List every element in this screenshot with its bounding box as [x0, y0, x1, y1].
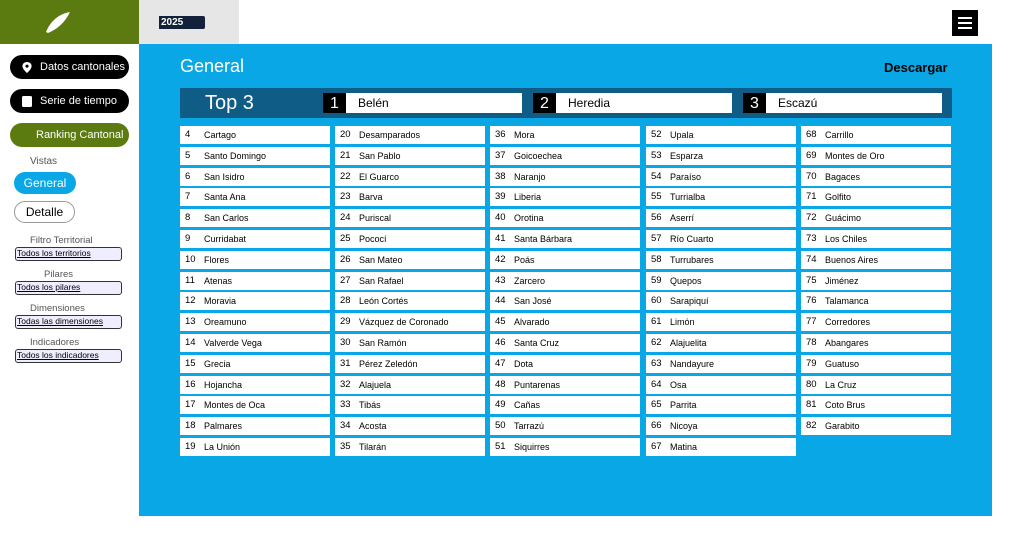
ranking-rank: 14 — [185, 337, 196, 348]
view-detalle-button[interactable]: Detalle — [14, 201, 75, 223]
nav-ranking-label: Ranking Cantonal — [36, 129, 124, 141]
ranking-rank: 13 — [185, 316, 196, 328]
ranking-cell[interactable] — [180, 355, 330, 373]
ranking-cell[interactable] — [646, 188, 796, 206]
ranking-canton-name: Naranjo — [514, 171, 546, 182]
ranking-canton-name: Esparza — [670, 150, 704, 161]
ranking-cell[interactable] — [646, 230, 796, 248]
ranking-canton-name: Atenas — [204, 275, 233, 286]
ranking-rank: 23 — [340, 191, 351, 203]
ranking-cell[interactable] — [646, 313, 796, 331]
top3-rank: 3 — [743, 93, 766, 113]
pilares-select[interactable]: Todos los pilares — [15, 281, 122, 295]
ranking-cell[interactable] — [490, 188, 640, 206]
ranking-rank: 40 — [495, 212, 506, 224]
ranking-canton-name: Santa Bárbara — [514, 234, 573, 244]
ranking-cell[interactable] — [180, 230, 330, 248]
nav-datos-cantonales[interactable] — [10, 55, 129, 79]
ranking-cell[interactable] — [646, 396, 796, 414]
ranking-canton-name: Goicoechea — [514, 150, 563, 161]
ranking-canton-name: Bagaces — [825, 171, 861, 182]
ranking-canton-name: Osa — [670, 379, 687, 390]
ranking-cell[interactable] — [490, 209, 640, 227]
ranking-canton-name: Tarrazú — [514, 421, 545, 432]
ranking-cell[interactable] — [490, 147, 640, 165]
ranking-rank: 45 — [495, 316, 506, 328]
ranking-canton-name: Montes de Oro — [825, 150, 885, 161]
ranking-cell[interactable] — [801, 376, 951, 394]
ranking-rank: 28 — [340, 295, 351, 307]
ranking-cell[interactable] — [490, 438, 640, 456]
ranking-canton-name: Palmares — [204, 421, 243, 432]
indicadores-label: Indicadores — [30, 337, 80, 348]
ranking-canton-name: El Guarco — [359, 171, 400, 182]
ranking-rank: 36 — [495, 129, 506, 140]
ranking-canton-name: Santa Ana — [204, 192, 246, 203]
ranking-rank: 35 — [340, 441, 351, 452]
vistas-label: Vistas — [30, 156, 58, 167]
sidebar — [0, 0, 139, 560]
ranking-rank: 63 — [651, 357, 662, 369]
ranking-canton-name: Dota — [514, 358, 534, 369]
ranking-cell[interactable] — [646, 126, 796, 144]
ranking-canton-name: Paraíso — [670, 171, 702, 182]
ranking-canton-name: Matina — [670, 442, 698, 452]
ranking-cell[interactable] — [801, 230, 951, 248]
page-title: General — [180, 56, 245, 76]
ranking-rank: 43 — [495, 274, 506, 286]
ranking-canton-name: Parrita — [670, 400, 697, 411]
ranking-canton-name: Orotina — [514, 213, 544, 224]
ranking-canton-name: Tilarán — [359, 442, 387, 452]
ranking-rank: 17 — [185, 399, 196, 411]
ranking-canton-name: Garabito — [825, 421, 860, 432]
top3-item[interactable] — [533, 93, 732, 113]
ranking-canton-name: Grecia — [204, 358, 231, 369]
ranking-cell[interactable] — [490, 292, 640, 310]
ranking-canton-name: Hojancha — [204, 379, 243, 390]
ranking-canton-name: San Pablo — [359, 150, 401, 161]
ranking-rank: 69 — [806, 149, 817, 161]
year-selector[interactable]: 2025 — [159, 16, 205, 29]
ranking-rank: 75 — [806, 274, 817, 286]
ranking-rank: 81 — [806, 399, 817, 411]
top3-name: Heredia — [568, 96, 611, 110]
ranking-rank: 49 — [495, 399, 506, 411]
ranking-cell[interactable] — [801, 417, 951, 435]
ranking-rank: 39 — [495, 191, 506, 203]
ranking-cell[interactable] — [180, 188, 330, 206]
ranking-rank: 78 — [806, 337, 817, 348]
ranking-cell[interactable] — [490, 272, 640, 290]
ranking-rank: 46 — [495, 337, 506, 348]
top3-name: Escazú — [778, 96, 818, 110]
ranking-cell[interactable] — [801, 292, 951, 310]
ranking-canton-name: San Isidro — [204, 171, 245, 182]
ranking-cell[interactable] — [180, 147, 330, 165]
ranking-cell[interactable] — [646, 355, 796, 373]
ranking-canton-name: Carrillo — [825, 130, 854, 140]
ranking-canton-name: Alajuelita — [670, 338, 707, 348]
ranking-rank: 67 — [651, 441, 662, 452]
ranking-canton-name: Pérez Zeledón — [359, 358, 418, 369]
ranking-rank: 76 — [806, 295, 817, 307]
ranking-rank: 50 — [495, 420, 506, 432]
ranking-rank: 72 — [806, 212, 817, 224]
ranking-cell[interactable] — [335, 417, 485, 435]
ranking-canton-name: Quepos — [670, 275, 702, 286]
ranking-canton-name: Santo Domingo — [204, 150, 267, 161]
ranking-rank: 62 — [651, 337, 662, 348]
ranking-canton-name: Talamanca — [825, 296, 869, 307]
ranking-rank: 15 — [185, 357, 196, 369]
ranking-cell[interactable] — [180, 292, 330, 310]
ranking-rank: 54 — [651, 170, 662, 182]
ranking-rank: 27 — [340, 274, 351, 286]
ranking-cell[interactable] — [335, 209, 485, 227]
ranking-cell[interactable] — [335, 396, 485, 414]
ranking-cell[interactable] — [335, 230, 485, 248]
ranking-canton-name: San Ramón — [359, 338, 407, 348]
ranking-cell[interactable] — [490, 396, 640, 414]
ranking-cell[interactable] — [646, 209, 796, 227]
ranking-rank: 71 — [806, 191, 817, 203]
ranking-canton-name: Abangares — [825, 338, 869, 348]
ranking-rank: 38 — [495, 170, 506, 182]
ranking-rank: 41 — [495, 233, 506, 244]
view-general-button[interactable]: General — [14, 172, 76, 194]
dimensiones-select[interactable]: Todas las dimensiones — [15, 315, 122, 329]
ranking-cell[interactable] — [335, 251, 485, 269]
nav-ranking-cantonal[interactable] — [10, 123, 129, 147]
ranking-cell[interactable] — [646, 334, 796, 352]
ranking-canton-name: Buenos Aires — [825, 254, 879, 265]
ranking-canton-name: Alajuela — [359, 379, 392, 390]
ranking-canton-name: Aserrí — [670, 213, 695, 224]
ranking-canton-name: Puriscal — [359, 213, 392, 224]
top3-name: Belén — [358, 96, 389, 110]
ranking-rank: 24 — [340, 212, 351, 224]
ranking-cell[interactable] — [801, 168, 951, 186]
ranking-cell[interactable] — [180, 251, 330, 269]
ranking-cell[interactable] — [335, 376, 485, 394]
ranking-rank: 5 — [185, 149, 191, 161]
top3-item[interactable] — [323, 93, 522, 113]
ranking-rank: 9 — [185, 233, 191, 244]
ranking-canton-name: Barva — [359, 192, 383, 203]
ranking-canton-name: La Unión — [204, 442, 241, 452]
ranking-canton-name: San José — [514, 296, 552, 307]
ranking-canton-name: Puntarenas — [514, 379, 561, 390]
ranking-cell[interactable] — [335, 272, 485, 290]
ranking-canton-name: Moravia — [204, 296, 237, 307]
ranking-rank: 37 — [495, 149, 506, 161]
ranking-canton-name: Golfito — [825, 192, 852, 203]
ranking-cell[interactable] — [335, 147, 485, 165]
ranking-canton-name: Pococí — [359, 234, 387, 244]
ranking-canton-name: San Rafael — [359, 275, 404, 286]
ranking-canton-name: Nicoya — [670, 421, 698, 432]
ranking-rank: 34 — [340, 420, 351, 432]
ranking-cell[interactable] — [180, 376, 330, 394]
ranking-cell[interactable] — [801, 396, 951, 414]
pilares-label: Pilares — [44, 269, 74, 280]
ranking-rank: 31 — [340, 357, 351, 369]
ranking-cell[interactable] — [646, 292, 796, 310]
leaf-logo-icon — [44, 10, 72, 34]
ranking-cell[interactable] — [646, 147, 796, 165]
ranking-canton-name: Cañas — [514, 400, 541, 411]
ranking-canton-name: Mora — [514, 130, 535, 140]
ranking-cell[interactable] — [490, 168, 640, 186]
ranking-rank: 59 — [651, 274, 662, 286]
ranking-canton-name: Vázquez de Coronado — [359, 317, 449, 328]
ranking-canton-name: Cartago — [204, 130, 237, 140]
ranking-rank: 53 — [651, 149, 662, 161]
ranking-canton-name: Liberia — [514, 192, 542, 203]
map-pin-icon — [22, 62, 32, 73]
ranking-cell[interactable] — [490, 251, 640, 269]
ranking-canton-name: Nandayure — [670, 358, 715, 369]
ranking-cell[interactable] — [801, 126, 951, 144]
nav-datos-label: Datos cantonales — [40, 61, 125, 73]
ranking-cell[interactable] — [490, 417, 640, 435]
ranking-canton-name: Oreamuno — [204, 317, 247, 328]
ranking-rank: 58 — [651, 253, 662, 265]
ranking-canton-name: San Mateo — [359, 254, 403, 265]
top3-rank: 1 — [323, 93, 346, 113]
ranking-rank: 22 — [340, 170, 351, 182]
ranking-canton-name: Desamparados — [359, 130, 421, 140]
ranking-canton-name: Acosta — [359, 421, 387, 432]
ranking-cell[interactable] — [180, 209, 330, 227]
top3-rank: 2 — [533, 93, 556, 113]
download-button[interactable]: Descargar — [884, 60, 948, 75]
ranking-rank: 19 — [185, 441, 196, 452]
ranking-canton-name: Coto Brus — [825, 400, 866, 411]
ranking-rank: 44 — [495, 295, 506, 307]
ranking-cell[interactable] — [801, 147, 951, 165]
ranking-cell[interactable] — [490, 355, 640, 373]
ranking-rank: 61 — [651, 316, 662, 328]
ranking-cell[interactable] — [801, 272, 951, 290]
top3-item[interactable] — [743, 93, 942, 113]
ranking-canton-name: Los Chiles — [825, 234, 868, 244]
ranking-cell[interactable] — [646, 251, 796, 269]
ranking-canton-name: Turrialba — [670, 192, 706, 203]
ranking-rank: 73 — [806, 233, 817, 244]
ranking-rank: 66 — [651, 420, 662, 432]
dimensiones-label: Dimensiones — [30, 303, 85, 314]
ranking-canton-name: Río Cuarto — [670, 234, 714, 244]
ranking-cell[interactable] — [335, 168, 485, 186]
ranking-cell[interactable] — [646, 168, 796, 186]
ranking-canton-name: San Carlos — [204, 213, 249, 224]
ranking-rank: 57 — [651, 233, 662, 244]
ranking-cell[interactable] — [335, 355, 485, 373]
ranking-cell[interactable] — [180, 438, 330, 456]
ranking-cell[interactable] — [180, 126, 330, 144]
ranking-rank: 33 — [340, 399, 351, 411]
ranking-rank: 18 — [185, 420, 196, 432]
ranking-cell[interactable] — [646, 438, 796, 456]
ranking-rank: 20 — [340, 129, 351, 140]
ranking-rank: 26 — [340, 253, 351, 265]
ranking-canton-name: La Cruz — [825, 379, 857, 390]
ranking-cell[interactable] — [646, 376, 796, 394]
ranking-canton-name: León Cortés — [359, 296, 409, 307]
ranking-rank: 10 — [185, 253, 196, 265]
ranking-canton-name: Tibás — [359, 400, 381, 411]
ranking-cell[interactable] — [490, 230, 640, 248]
ranking-cell[interactable] — [490, 313, 640, 331]
ranking-rank: 79 — [806, 357, 817, 369]
ranking-rank: 68 — [806, 129, 817, 140]
ranking-canton-name: Montes de Oca — [204, 400, 266, 411]
ranking-canton-name: Jiménez — [825, 275, 859, 286]
top3-label: Top 3 — [205, 92, 254, 114]
ranking-rank: 6 — [185, 170, 191, 182]
ranking-rank: 70 — [806, 170, 817, 182]
ranking-cell[interactable] — [180, 313, 330, 331]
ranking-canton-name: Guácimo — [825, 213, 862, 224]
main-panel — [139, 44, 992, 516]
year-tab-area — [139, 0, 239, 44]
ranking-canton-name: Upala — [670, 130, 694, 140]
ranking-cell[interactable] — [335, 126, 485, 144]
nav-serie-de-tiempo[interactable] — [10, 89, 129, 113]
ranking-cell[interactable] — [335, 334, 485, 352]
ranking-cell[interactable] — [180, 396, 330, 414]
ranking-cell[interactable] — [801, 251, 951, 269]
ranking-cell[interactable] — [490, 376, 640, 394]
ranking-canton-name: Zarcero — [514, 275, 546, 286]
ranking-rank: 51 — [495, 441, 506, 452]
logo[interactable] — [0, 0, 139, 44]
ranking-rank: 12 — [185, 295, 196, 307]
hamburger-menu-icon[interactable] — [952, 10, 978, 36]
top3-banner — [180, 88, 952, 118]
ranking-rank: 64 — [651, 378, 662, 390]
ranking-rank: 77 — [806, 316, 817, 328]
ranking-cell[interactable] — [801, 188, 951, 206]
ranking-canton-name: Corredores — [825, 317, 871, 328]
filtro-territorial-label: Filtro Territorial — [30, 235, 93, 246]
ranking-canton-name: Poás — [514, 254, 535, 265]
ranking-cell[interactable] — [801, 334, 951, 352]
ranking-canton-name: Limón — [670, 317, 695, 328]
ranking-rank: 56 — [651, 212, 662, 224]
ranking-cell[interactable] — [490, 334, 640, 352]
ranking-canton-name: Sarapiquí — [670, 296, 709, 307]
indicadores-select[interactable]: Todos los indicadores — [15, 349, 122, 363]
ranking-canton-name: Santa Cruz — [514, 338, 560, 348]
ranking-rank: 25 — [340, 233, 351, 244]
ranking-rank: 7 — [185, 191, 191, 203]
ranking-cell[interactable] — [180, 334, 330, 352]
ranking-cell[interactable] — [801, 209, 951, 227]
document-icon — [22, 96, 32, 107]
ranking-rank: 82 — [806, 420, 817, 432]
ranking-rank: 48 — [495, 378, 506, 390]
ranking-canton-name: Siquirres — [514, 442, 550, 452]
ranking-rank: 30 — [340, 337, 351, 348]
ranking-canton-name: Flores — [204, 254, 230, 265]
ranking-cell[interactable] — [335, 438, 485, 456]
ranking-rank: 47 — [495, 357, 506, 369]
ranking-rank: 55 — [651, 191, 662, 203]
ranking-rank: 42 — [495, 253, 506, 265]
ranking-rank: 11 — [185, 274, 195, 286]
ranking-cell[interactable] — [180, 272, 330, 290]
ranking-cell[interactable] — [335, 188, 485, 206]
ranking-canton-name: Alvarado — [514, 317, 550, 328]
ranking-cell[interactable] — [646, 272, 796, 290]
ranking-rank: 52 — [651, 129, 662, 140]
ranking-rank: 74 — [806, 253, 817, 265]
ranking-rank: 16 — [185, 378, 196, 390]
ranking-canton-name: Guatuso — [825, 358, 860, 369]
ranking-cell[interactable] — [801, 355, 951, 373]
ranking-cell[interactable] — [180, 168, 330, 186]
ranking-cell[interactable] — [801, 313, 951, 331]
ranking-canton-name: Curridabat — [204, 234, 247, 244]
ranking-cell[interactable] — [335, 292, 485, 310]
ranking-canton-name: Turrubares — [670, 254, 714, 265]
ranking-rank: 60 — [651, 295, 662, 307]
ranking-rank: 21 — [340, 149, 351, 161]
ranking-rank: 29 — [340, 316, 351, 328]
ranking-rank: 8 — [185, 212, 191, 224]
filtro-territorial-select[interactable]: Todos los territorios — [15, 247, 122, 261]
ranking-rank: 4 — [185, 129, 191, 140]
ranking-rank: 65 — [651, 399, 662, 411]
ranking-cell[interactable] — [646, 417, 796, 435]
ranking-cell[interactable] — [335, 313, 485, 331]
ranking-cell[interactable] — [490, 126, 640, 144]
ranking-rank: 32 — [340, 378, 351, 390]
ranking-canton-name: Valverde Vega — [204, 338, 262, 348]
nav-serie-label: Serie de tiempo — [40, 95, 118, 107]
ranking-rank: 80 — [806, 378, 817, 390]
ranking-cell[interactable] — [180, 417, 330, 435]
